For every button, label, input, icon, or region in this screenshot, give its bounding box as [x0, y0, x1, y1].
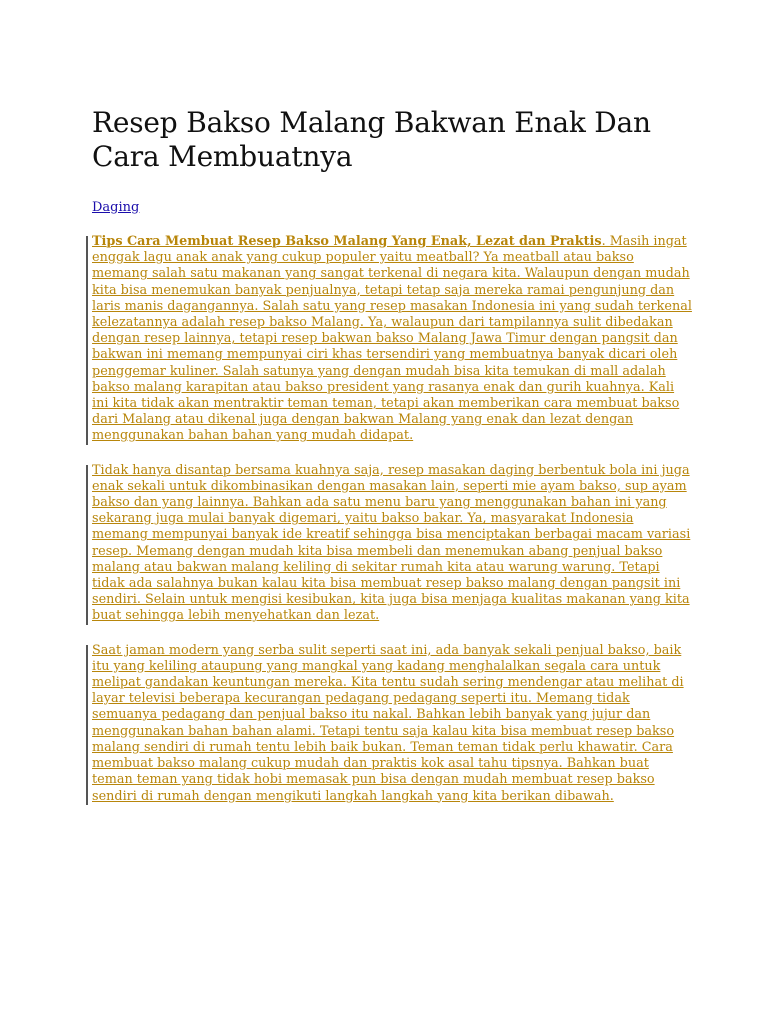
article: [92, 106, 692, 823]
article-title: Resep Bakso Malang Bakwan Enak Dan Cara Membuatnya: [92, 106, 651, 173]
paragraph-1-text[interactable]: . Masih ingat enggak lagu anak anak yang cukup populer yaitu meatball? Ya meatball atau bakso memang salah satu makanan yang sangat terkenal di negara kita. Walaupun dengan mudah kita bisa menemukan banyak penjualnya, tetapi tetap saja mereka ramai pengunjung dan laris manis dagangannya. Salah satu yang resep masakan Indonesia ini yang sudah terkenal kelezatannya adalah resep bakso Malang. Ya, walaupun dari tampilannya sulit dibedakan dengan resep lainnya, tetapi resep bakwan bakso Malang Jawa Timur dengan pangsit dan bakwan ini memang mempunyai ciri khas tersendiri yang membuatnya banyak dicari oleh penggemar kuliner. Salah satunya yang dengan mudah bisa kita temukan di mall adalah bakso malang karapitan atau bakso president yang rasanya enak dan gurih kuahnya. Kali ini kita tidak akan mentraktir teman teman, tetapi akan memberikan cara membuat bakso dari Malang atau dikenal juga dengan bakwan Malang yang enak dan lezat dengan menggunakan bahan bahan yang mudah didapat.: [92, 234, 692, 444]
article-body: [92, 234, 692, 805]
category-link-daging[interactable]: Daging: [92, 200, 140, 215]
paragraph-2: [92, 463, 692, 625]
paragraph-3-text[interactable]: Saat jaman modern yang serba sulit seperti saat ini, ada banyak sekali penjual bakso, baik itu yang keliling ataupung yang mangkal yang kadang menghalalkan segala cara untuk melipat gandakan keuntungan mereka. Kita tentu sudah sering mendengar atau melihat di layar televisi beberapa kecurangan pedagang pedagang seperti itu. Memang tidak semuanya pedagang dan penjual bakso itu nakal. Bahkan lebih banyak yang jujur dan menggunakan bahan bahan alami. Tetapi tentu saja kalau kita bisa membuat resep bakso malang sendiri di rumah tentu lebih baik bukan. Teman teman tidak perlu khawatir. Cara membuat bakso malang cukup mudah dan praktis kok asal tahu tipsnya. Bahkan buat teman teman yang tidak hobi memasak pun bisa dengan mudah membuat resep bakso sendiri di rumah dengan mengikuti langkah langkah yang kita berikan dibawah.: [92, 642, 684, 804]
paragraph-1-lead[interactable]: Tips Cara Membuat Resep Bakso Malang Yang Enak, Lezat dan Praktis: [92, 234, 602, 249]
paragraph-2-text[interactable]: Tidak hanya disantap bersama kuahnya saja, resep masakan daging berbentuk bola ini juga enak sekali untuk dikombinasikan dengan masakan lain, seperti mie ayam bakso, sup ayam bakso dan yang lainnya. Bahkan ada satu menu baru yang menggunakan bahan ini yang sekarang juga mulai banyak digemari, yaitu bakso bakar. Ya, masyarakat Indonesia memang mempunyai banyak ide kreatif sehingga bisa menciptakan berbagai macam variasi resep. Memang dengan mudah kita bisa membeli dan menemukan abang penjual bakso malang atau bakwan malang keliling di sekitar rumah kita atau warung warung. Tetapi tidak ada salahnya bukan kalau kita bisa membuat resep bakso malang dengan pangsit ini sendiri. Selain untuk mengisi kesibukan, kita juga bisa menjaga kualitas makanan yang kita buat sehingga lebih menyehatkan dan lezat.: [92, 462, 691, 624]
paragraph-3: [92, 643, 692, 805]
paragraph-1: [92, 234, 692, 445]
